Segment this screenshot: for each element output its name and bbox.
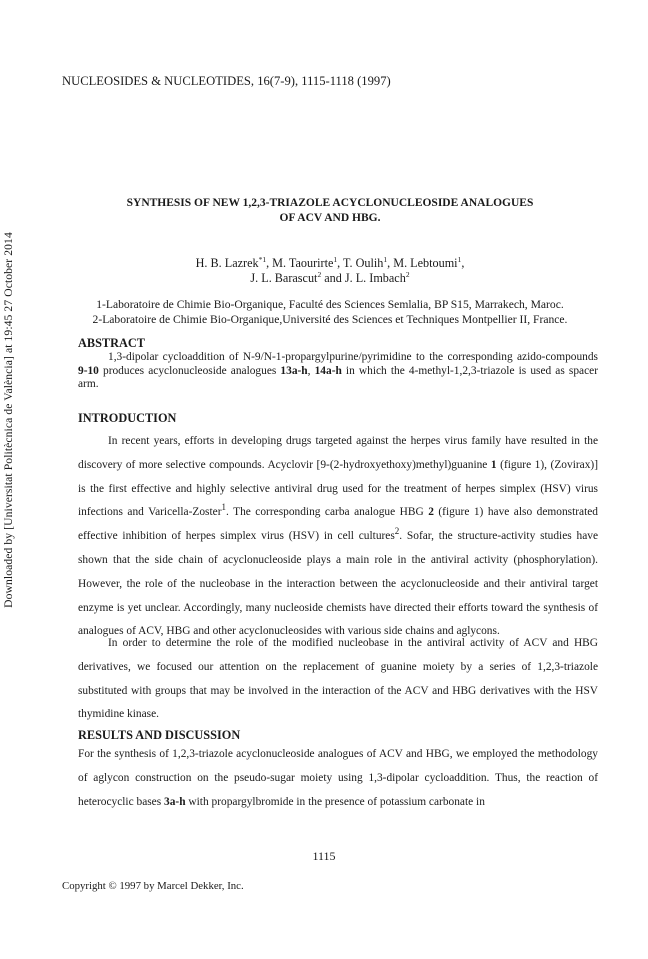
paper-title-line-1: SYNTHESIS OF NEW 1,2,3-TRIAZOLE ACYCLONUCLEOSIDE ANALOGUES: [126, 197, 534, 209]
compound-ref: 14a-h: [314, 364, 342, 377]
author-name: M. Lebtoumi: [393, 256, 458, 270]
author-affiliation-mark: *1: [258, 254, 267, 264]
author-name: T. Oulih: [343, 256, 384, 270]
results-paragraph-1: [78, 743, 598, 814]
author-affiliation-mark: 2: [405, 269, 410, 279]
abstract-text-run: in which the 4-methyl-1,2,3-triazole is used as spacer arm.: [78, 364, 598, 390]
author-name: J. L. Imbach: [344, 271, 406, 285]
compound-ref: 2: [428, 506, 434, 519]
abstract-text-run: ,: [307, 364, 315, 377]
abstract-text: [78, 351, 598, 392]
compound-ref: 3a-h: [164, 795, 186, 808]
body-text-run: . The corresponding carba analogue HBG: [225, 506, 429, 519]
affiliation-2: 2-Laboratoire de Chimie Bio-Organique,Université des Sciences et Techniques Montpellier II, France.: [92, 313, 568, 326]
compound-ref: 13a-h: [280, 364, 308, 377]
author-conjunction: and: [324, 271, 342, 285]
body-text-run: with propargylbromide in the presence of potassium carbonate in: [185, 795, 485, 808]
author-name: M. Taourirte: [272, 256, 334, 270]
journal-header: NUCLEOSIDES & NUCLEOTIDES, 16(7-9), 1115-1118 (1997): [62, 74, 391, 88]
abstract-text-run: 1,3-dipolar cycloaddition of N-9/N-1-propargylpurine/pyrimidine to the corresponding azido-compounds: [108, 351, 598, 363]
results-heading: RESULTS AND DISCUSSION: [78, 728, 241, 742]
citation-ref: 2: [394, 526, 400, 537]
compound-ref: 1: [490, 458, 497, 471]
page-number: 1115: [312, 849, 336, 863]
body-text-run: For the synthesis of 1,2,3-triazole acyclonucleoside analogues of ACV and HBG, we employed the methodology of aglycon construction on the pseudo-sugar moiety using 1,3-dipolar cycloaddition. Thus, the reaction of heterocyclic bases: [78, 748, 598, 808]
introduction-heading: INTRODUCTION: [78, 411, 177, 425]
citation-ref: 1: [221, 502, 226, 513]
author-list-line-1: H. B. Lazrek$^{*1}$, M. Taourirte$^1$, T. Oulih$^1$, M. Lebtoumi$^1$,: [195, 254, 465, 270]
download-watermark: [2, 232, 16, 608]
copyright-notice: Copyright © 1997 by Marcel Dekker, Inc.: [62, 880, 244, 892]
author-name: J. L. Barascut: [250, 271, 318, 285]
introduction-paragraph-1: [78, 430, 598, 644]
body-text-run: (figure 1), (Zovirax)] is the first effective and highly selective antiviral drug used for the treatment of herpes simplex (HSV) virus infections and Varicella-Zoster: [78, 458, 598, 519]
introduction-paragraph-2: In order to determine the role of the modified nucleobase in the antiviral activity of ACV and HBG derivatives, we focused our attention on the replacement of guanine moiety by a series of 1,2,3-triazole substituted with groups that may be involved in the interaction of the ACV and HBG derivatives with the HSV thymidine kinase.: [78, 637, 598, 721]
body-text-run: In recent years, efforts in developing drugs targeted against the herpes virus family have resulted in the discovery of more selective compounds. Acyclovir [9-(2-hydroxyethoxy)methyl)guanine: [78, 435, 598, 471]
author-affiliation-mark: 1: [333, 254, 338, 264]
download-watermark-text: Downloaded by [Universitat Politècnica de València] at 19:45 27 October 2014: [2, 232, 15, 608]
author-affiliation-mark: 1: [457, 254, 462, 264]
author-list-line-2: [62, 271, 598, 286]
affiliation-1: 1-Laboratoire de Chimie Bio-Organique, Faculté des Sciences Semlalia, BP S15, Marrakech, Maroc.: [96, 298, 564, 311]
abstract-text-run: produces acyclonucleoside analogues: [98, 364, 281, 377]
paper-title-line-2: OF ACV AND HBG.: [279, 212, 381, 224]
body-text-run: (figure 1) have also demonstrated effective inhibition of herpes simplex virus (HSV) in cell cultures: [78, 506, 598, 543]
compound-ref: 9-10: [78, 364, 99, 377]
author-affiliation-mark: 1: [383, 254, 388, 264]
author-affiliation-mark: 2: [317, 269, 322, 279]
body-text-run: . Sofar, the structure-activity studies have shown that the side chain of acyclonucleoside plays a main role in the antiviral activity (phosphorylation). However, the role of the nucleobase in the interaction between the acyclonucleoside and their antiviral target enzyme is yet unclear. Accordingly, many nucleoside chemists have directed their efforts toward the synthesis of analogues of ACV, HBG and other acyclonucleosides with various side chains and aglycons.: [78, 530, 598, 638]
abstract-heading: ABSTRACT: [78, 336, 145, 350]
author-name: H. B. Lazrek: [195, 256, 259, 270]
